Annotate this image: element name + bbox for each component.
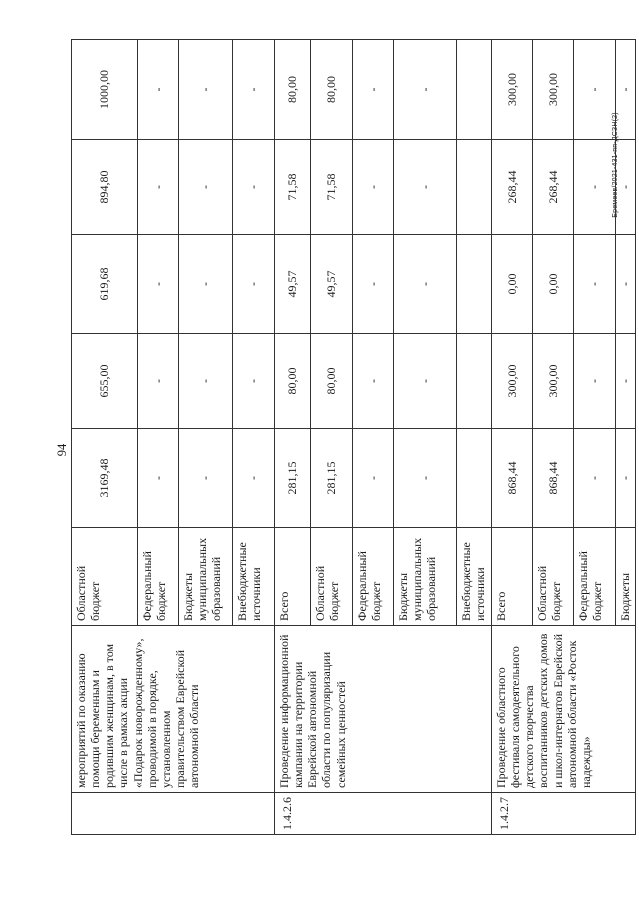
value-cell: 49,57 xyxy=(275,235,311,334)
funding-source: Федеральный бюджет xyxy=(574,528,616,626)
funding-source: Внебюджетные источники xyxy=(233,528,275,626)
value-cell: 80,00 xyxy=(275,40,311,140)
page-number: 94 xyxy=(55,443,69,457)
value-cell: - xyxy=(394,429,457,528)
value-cell: - xyxy=(616,235,636,334)
funding-source: Областной бюджет xyxy=(72,528,138,626)
value-cell: - xyxy=(616,40,636,140)
value-cell: 868,44 xyxy=(533,429,574,528)
row-code: 1.4.2.6 xyxy=(275,793,492,835)
funding-source: Федеральный бюджет xyxy=(353,528,394,626)
value-cell: 655,00 xyxy=(72,334,138,429)
value-cell: - xyxy=(394,334,457,429)
value-cell: - xyxy=(616,140,636,235)
funding-source: Внебюджетные источники xyxy=(457,528,492,626)
row-description: Проведение информационной кампании на территории Еврейской автономной области по популяризации семейных ценностей xyxy=(275,626,492,793)
value-cell: - xyxy=(138,235,179,334)
funding-source: Бюджеты xyxy=(616,528,636,626)
value-cell: 71,58 xyxy=(275,140,311,235)
value-cell: 3169,48 xyxy=(72,429,138,528)
value-cell: - xyxy=(233,40,275,140)
row-description: Проведение областного фестиваля самодеятельного детского творчества воспитанников детских домов и школ-интернатов Еврейской автономной области «Росток надежды» xyxy=(492,626,636,793)
value-cell: - xyxy=(574,429,616,528)
value-cell xyxy=(457,140,492,235)
value-cell: 1000,00 xyxy=(72,40,138,140)
value-cell: - xyxy=(138,334,179,429)
table-row xyxy=(492,40,533,835)
value-cell: - xyxy=(353,235,394,334)
value-cell: - xyxy=(179,334,233,429)
table-row xyxy=(275,40,311,835)
value-cell: - xyxy=(138,429,179,528)
value-cell: 0,00 xyxy=(533,235,574,334)
funding-source: Областной бюджет xyxy=(533,528,574,626)
value-cell: - xyxy=(353,334,394,429)
value-cell: 868,44 xyxy=(492,429,533,528)
file-reference: Еремеев/2021-431-пп-ДСЗН(2) xyxy=(612,112,619,218)
funding-source: Бюджеты муниципальных образований xyxy=(179,528,233,626)
value-cell: 894,80 xyxy=(72,140,138,235)
value-cell: - xyxy=(353,140,394,235)
budget-table xyxy=(71,39,636,835)
row-code: 1.4.2.7 xyxy=(492,793,636,835)
value-cell: - xyxy=(574,235,616,334)
value-cell: 49,57 xyxy=(311,235,353,334)
value-cell: 80,00 xyxy=(275,334,311,429)
value-cell: 268,44 xyxy=(492,140,533,235)
value-cell: 80,00 xyxy=(311,334,353,429)
value-cell: - xyxy=(353,429,394,528)
value-cell: - xyxy=(353,40,394,140)
value-cell: - xyxy=(233,334,275,429)
value-cell: - xyxy=(138,140,179,235)
value-cell: - xyxy=(179,140,233,235)
value-cell: 71,58 xyxy=(311,140,353,235)
value-cell: 300,00 xyxy=(492,40,533,140)
value-cell: - xyxy=(394,140,457,235)
value-cell xyxy=(457,40,492,140)
funding-source: Бюджеты муниципальных образований xyxy=(394,528,457,626)
value-cell: - xyxy=(574,334,616,429)
value-cell xyxy=(457,235,492,334)
value-cell: - xyxy=(574,40,616,140)
value-cell: - xyxy=(138,40,179,140)
value-cell: 619,68 xyxy=(72,235,138,334)
funding-source: Всего xyxy=(275,528,311,626)
value-cell: 300,00 xyxy=(533,334,574,429)
value-cell: - xyxy=(394,235,457,334)
funding-source: Всего xyxy=(492,528,533,626)
value-cell xyxy=(457,334,492,429)
value-cell: 0,00 xyxy=(492,235,533,334)
value-cell: 300,00 xyxy=(492,334,533,429)
value-cell: 281,15 xyxy=(275,429,311,528)
row-description: мероприятий по оказанию помощи беременным и родившим женщинам, в том числе в рамках акции «Подарок новорожденному», проводимой в порядке, установленном правительством Еврейской автономной области xyxy=(72,626,275,793)
funding-source: Федеральный бюджет xyxy=(138,528,179,626)
table-row xyxy=(72,40,138,835)
funding-source: Областной бюджет xyxy=(311,528,353,626)
value-cell: - xyxy=(616,334,636,429)
value-cell: - xyxy=(179,429,233,528)
value-cell: - xyxy=(179,235,233,334)
value-cell: 281,15 xyxy=(311,429,353,528)
value-cell: 300,00 xyxy=(533,40,574,140)
value-cell: - xyxy=(616,429,636,528)
value-cell: - xyxy=(394,40,457,140)
value-cell: 268,44 xyxy=(533,140,574,235)
value-cell: - xyxy=(233,429,275,528)
row-code xyxy=(72,793,275,835)
value-cell: - xyxy=(179,40,233,140)
value-cell xyxy=(457,429,492,528)
value-cell: - xyxy=(233,140,275,235)
value-cell: 80,00 xyxy=(311,40,353,140)
value-cell: - xyxy=(233,235,275,334)
value-cell: - xyxy=(574,140,616,235)
